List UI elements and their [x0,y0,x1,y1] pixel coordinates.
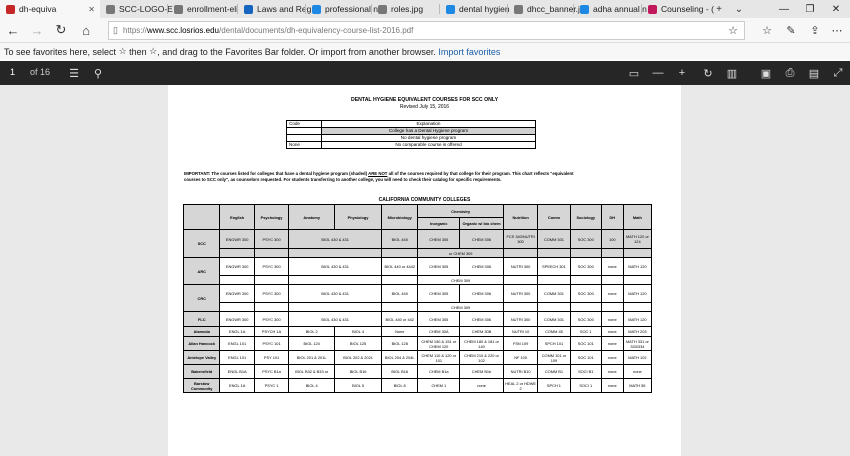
favorite-star-icon[interactable]: ☆ [728,24,738,37]
cell-comm: COMM 301 [538,312,570,327]
close-window-icon[interactable]: ✕ [831,3,841,15]
table-row [184,249,652,258]
cell-anatomy: BIOL 4 [289,379,335,393]
tab-strip [0,0,850,18]
header-english: English [220,205,254,230]
url-field[interactable] [108,21,745,40]
zoom-out-icon[interactable]: — [652,67,664,79]
cell-sociology: SOC 300 [570,258,601,276]
college-name: Barstow Community [184,379,220,393]
tab-title: dhcc_banner.j [527,4,580,14]
cell-physiology: BIOL 5 [335,379,382,393]
cell-math: MATH 203 [623,327,651,337]
cell-organic: CHEM 180 & 181 or 140 [460,337,504,351]
header-dh: DH [601,205,623,230]
address-toolbar [0,18,850,43]
page-count: of 16 [30,67,51,77]
minimize-icon[interactable]: — [779,3,789,15]
cell-english: ENGL 101 [220,337,254,351]
cell-nutrition: FCS 340/NUTRI 300 [503,230,537,249]
cell-psychology: PSYC 101 [254,337,288,351]
tab-enrollment[interactable] [168,0,238,18]
cell-physiology: BIOL 202 & 202L [335,351,382,365]
cell-anatomy: BIOL 2 [289,327,335,337]
tab-title: roles.jpg [391,4,424,14]
import-favorites-link[interactable]: Import favorites [438,46,501,57]
header-psychology: Psychology [254,205,288,230]
cell-inorganic: CHEM B1a [418,365,460,379]
home-icon[interactable]: ⌂ [82,22,90,38]
document-icon: ▯ [113,25,118,35]
header-physiology: Physiology [335,205,382,230]
cell-english: ENGWR 300 [220,285,254,303]
cell-anatomy-physiology: BIOL 430 & 431 [289,258,382,276]
table-row [184,312,652,327]
table-row [184,285,652,303]
tab-title: adha annual n [593,4,647,14]
cell-math: MATH 120 [623,285,651,303]
tab-dh-equivalency[interactable] [0,0,100,18]
favorites-hint-text-2: then [126,46,150,57]
college-name: ARC [184,258,220,285]
cell-english: ENGL 1A [220,327,254,337]
cell-comm: COMM B1 [538,365,570,379]
fullscreen-icon[interactable]: ⤢ [833,66,843,79]
cell-comm: COMM 101 or 109 [538,351,570,365]
cell-chemistry-alt: CHEM 309 [418,303,503,312]
header-chemistry: Chemistry [418,205,503,218]
legend-header-code: Code [287,121,322,128]
section-title: CALIFORNIA COMMUNITY COLLEGES [378,197,471,203]
pdf-icon [6,5,15,14]
cell-math: MATH 120 [623,312,651,327]
cell-inorganic: CHEM 30A [418,327,460,337]
cell-sociology: SOC 300 [570,230,601,249]
header-microbiology: Microbiology [382,205,418,230]
cell-english: ENGL 1A [220,379,254,393]
cell-nutrition: NF 100 [503,351,537,365]
college-name: Bakersfield [184,365,220,379]
cell-comm: COMM 301 [538,230,570,249]
page-icon [648,5,657,14]
rotate-icon[interactable]: ↻ [703,67,713,80]
cell-sociology: SOC 101 [570,337,601,351]
cell-organic: CHEM 306 [460,312,504,327]
tab-title: Laws and Reg [257,4,312,14]
cell-microbiology: None [382,327,418,337]
legend-header-explanation: Explanation [322,121,536,128]
tab-list-chevron-icon[interactable]: ⌄ [734,3,744,15]
cell-dh: none [601,327,623,337]
equivalency-table [183,204,652,393]
legend-explanation: No dental hygiene program [322,135,536,142]
cell-comm: COMM 45 [538,327,570,337]
tab-adha-annual[interactable] [574,0,647,18]
cell-nutrition: FSN 109 [503,337,537,351]
header-nutrition: Nutrition [503,205,537,230]
cell-english: ENGWR 300 [220,258,254,276]
cell-comm: SPEECH 301 [538,258,570,276]
college-name: Antelope Valley [184,351,220,365]
cell-nutrition: NUTRI 300 [503,258,537,276]
tab-title: professional n [325,4,378,14]
tab-dhcc-banner[interactable] [508,0,580,18]
cell-microbiology: BIOL 8 [382,379,418,393]
cell-dh: none [601,337,623,351]
cell-math: MATH 331 or 333/334 [623,337,651,351]
table-row [184,327,652,337]
favorites-hint-text-3: , and drag to the Favorites Bar folder. Or import from another browser. [157,46,439,57]
cell-chemistry-alt: CHEM 309 [418,276,503,285]
cell-comm: SPCH 1 [538,379,570,393]
restore-icon[interactable]: ❐ [805,3,815,15]
tab-laws-and-reg[interactable] [238,0,312,18]
pdf-toolbar [0,61,850,85]
cell-psychology: PSYC B1a [254,365,288,379]
cell-microbiology: BIOL 440 [382,285,418,303]
tab-scc-logo[interactable] [100,0,173,18]
table-row [184,258,652,276]
cell-math: MATH 120 [623,258,651,276]
cell-comm: SPCH 101 [538,337,570,351]
cell-physiology: BIOL B16 [335,365,382,379]
save-icon[interactable]: ▣ [760,67,772,80]
header-sociology: Sociology [570,205,601,230]
cell-psychology: PSY 101 [254,351,288,365]
forward-arrow-icon[interactable]: → [30,22,44,38]
cell-nutrition: HEAL 2 or HDWE 2 [505,380,536,391]
page-view-icon[interactable]: ▥ [726,67,738,80]
cell-nutrition: NUTRI 300 [503,285,537,303]
cell-math: MATH 120 or 124 [623,230,651,249]
image-icon [174,5,183,14]
legend-explanation: No comparable course is offered [322,142,536,149]
cell-anatomy: BIOL B32 & B33 or [289,365,335,379]
cell-microbiology: BIOL B16 [382,365,418,379]
image-icon [106,5,115,14]
cell-psychology: PSYC 300 [254,312,288,327]
cell-psychology: PSYCH 1A [254,327,288,337]
table-row [184,337,652,351]
url-prefix: https:// [122,26,147,35]
cell-inorganic: CHEM 305 [418,285,460,303]
cell-microbiology: BIOL 440 [382,230,418,249]
bing-icon [446,5,455,14]
cell-anatomy-physiology: BIOL 430 & 431 [289,285,382,303]
cell-anatomy: BIOL 201 & 201L [289,351,335,365]
print-icon[interactable]: ⎙ [785,66,795,79]
cell-chemistry-alt: or CHEM 309 [418,249,503,258]
bing-icon [580,5,589,14]
tab-title: dh-equiva [19,4,57,14]
cell-english: ENGL 101 [220,351,254,365]
tab-title: Counseling - ( [661,4,714,14]
table-row [184,303,652,312]
cell-organic: CHEM 306 [460,258,504,276]
close-tab-icon[interactable]: ✕ [88,4,95,14]
url-path: /dental/documents/dh-equivalency-course-list-2016.pdf [219,26,414,35]
read-aloud-icon[interactable]: ▤ [808,67,820,80]
cell-inorganic: CHEM 1 [418,379,460,393]
cell-anatomy-physiology: BIOL 430 & 431 [289,312,382,327]
cell-dh: none [601,365,623,379]
cell-dh: none [601,285,623,303]
refresh-icon[interactable]: ↻ [55,22,67,37]
pen-icon[interactable]: ✎ [786,24,796,37]
table-row [184,379,652,393]
bing-icon [312,5,321,14]
table-row [184,230,652,249]
cell-dh: none [601,379,623,393]
pdf-viewer[interactable] [0,85,850,456]
cell-dh: none [601,258,623,276]
important-note [184,171,584,183]
cell-organic: CHEM 306 [460,230,504,249]
cell-math: MATH 55 [623,379,651,393]
cell-dh: 100 [601,230,623,249]
cell-english: ENGWR 300 [220,312,254,327]
cell-inorganic: CHEM 305 [418,312,460,327]
cell-organic: CHEM 30B [460,327,504,337]
zoom-in-icon[interactable]: + [678,67,686,79]
cell-organic: CHEM B1b [460,365,504,379]
legend-explanation: College has a Dental Hygiene program [322,128,536,135]
tab-title: enrollment-eli [187,4,239,14]
tab-title: dental hygien [459,4,510,14]
cell-inorganic: CHEM 305 [418,230,460,249]
cell-sociology: SOC 300 [570,285,601,303]
cell-math: none [623,365,651,379]
header-math: Math [623,205,651,230]
tab-counseling[interactable] [642,0,714,18]
cell-microbiology: BIOL 440 or 442 [382,312,418,327]
cell-sociology: SOCI B1 [570,365,601,379]
image-icon [244,5,253,14]
cell-nutrition: NUTRI 300 [503,312,537,327]
header-comm: Comm [538,205,570,230]
more-icon[interactable]: ⋯ [831,24,843,37]
cell-sociology: SOC 300 [570,312,601,327]
new-tab-plus-icon[interactable]: + [716,3,722,15]
header-organic: Organic w/ bio chem [460,218,504,230]
cell-inorganic: CHEM 305 [418,258,460,276]
tab-roles[interactable] [372,0,440,18]
page-number-input[interactable]: 1 [10,67,16,77]
cell-math: MATH 102 [623,351,651,365]
cell-psychology: PSYC 300 [254,285,288,303]
important-rest: all of the courses required by that college for their program. This chart reflects "equivalent courses to SCC only", as counselors requested. For students transferring to another college, you will need to check their catalog for specific requirements. [184,171,574,182]
fit-width-icon[interactable]: ▭ [628,67,640,80]
cell-psychology: PSYC 1 [254,379,288,393]
table-row [184,365,652,379]
star-icon: ☆ [118,46,127,56]
college-name: Allan Hancock [184,337,220,351]
cell-psychology: PSYC 300 [254,230,288,249]
cell-sociology: SOC 1 [570,327,601,337]
cell-microbiology: BIOL 440 or 4442 [382,258,418,276]
cell-comm: COMM 301 [538,285,570,303]
cell-anatomy-physiology: BIOL 430 & 431 [289,230,382,249]
cell-inorganic: CHEM 110 & 120 or 101 [418,351,460,365]
cell-organic: none [460,379,504,393]
favorites-hub-icon[interactable]: ☆ [762,24,772,37]
cell-organic: CHEM 210 & 220 or 102 [460,351,504,365]
college-name: CRC [184,285,220,312]
cell-english: ENGWR 300 [220,230,254,249]
cell-organic: CHEM 306 [460,285,504,303]
contents-list-icon[interactable]: ☰ [69,67,79,80]
tab-professional[interactable] [306,0,378,18]
cell-sociology: SOCI 1 [570,379,601,393]
favorites-hint-text: To see favorites here, select [4,46,119,57]
important-lead: IMPORTANT: The courses listed for colleges that have a dental hygiene program (shaded) [184,171,369,176]
legend-code [287,135,322,142]
header-anatomy: Anatomy [289,205,335,230]
table-row [184,351,652,365]
cell-physiology: BIOL 4 [335,327,382,337]
cell-microbiology: BIOL 128 [382,337,418,351]
header-inorganic: Inorganic [418,218,460,230]
college-name: Alameda [184,327,220,337]
tab-title: SCC-LOGO-E [119,4,173,14]
table-row [184,276,652,285]
cell-nutrition: NUTRI 10 [503,327,537,337]
legend-code: None [287,142,322,149]
document-revised-date: Revised July 15, 2016 [399,104,450,110]
legend-table [286,120,536,149]
cell-sociology: SOC 101 [570,351,601,365]
important-underlined: ARE NOT [368,171,388,176]
college-name: SCC [184,230,220,258]
cell-dh: none [601,312,623,327]
cell-physiology: BIOL 125 [335,337,382,351]
cell-psychology: PSYC 300 [254,258,288,276]
cell-nutrition: NUTRI B10 [503,365,537,379]
college-name: FLC [184,312,220,327]
image-icon [378,5,387,14]
search-icon[interactable]: ⚲ [93,67,103,80]
back-arrow-icon[interactable]: ← [6,22,20,38]
cell-anatomy: BIOL 124 [289,337,335,351]
image-icon [514,5,523,14]
cell-inorganic: CHEM 150 & 151 or CHEM 120 [418,337,460,351]
share-icon[interactable]: ⇪ [810,24,820,37]
header-college [184,205,220,230]
star-icon: ☆ [149,46,158,56]
legend-code [287,128,322,135]
tab-dental-hygiene[interactable] [440,0,508,18]
favorites-bar [0,43,850,60]
cell-dh: none [601,351,623,365]
document-title: DENTAL HYGIENE EQUIVALENT COURSES FOR SCC ONLY [350,97,499,103]
cell-english: ENGL B1A [220,365,254,379]
pdf-page [168,85,681,456]
url-host: www.scc.losrios.edu [146,26,219,35]
cell-microbiology: BIOL 204 & 204L [382,351,418,365]
